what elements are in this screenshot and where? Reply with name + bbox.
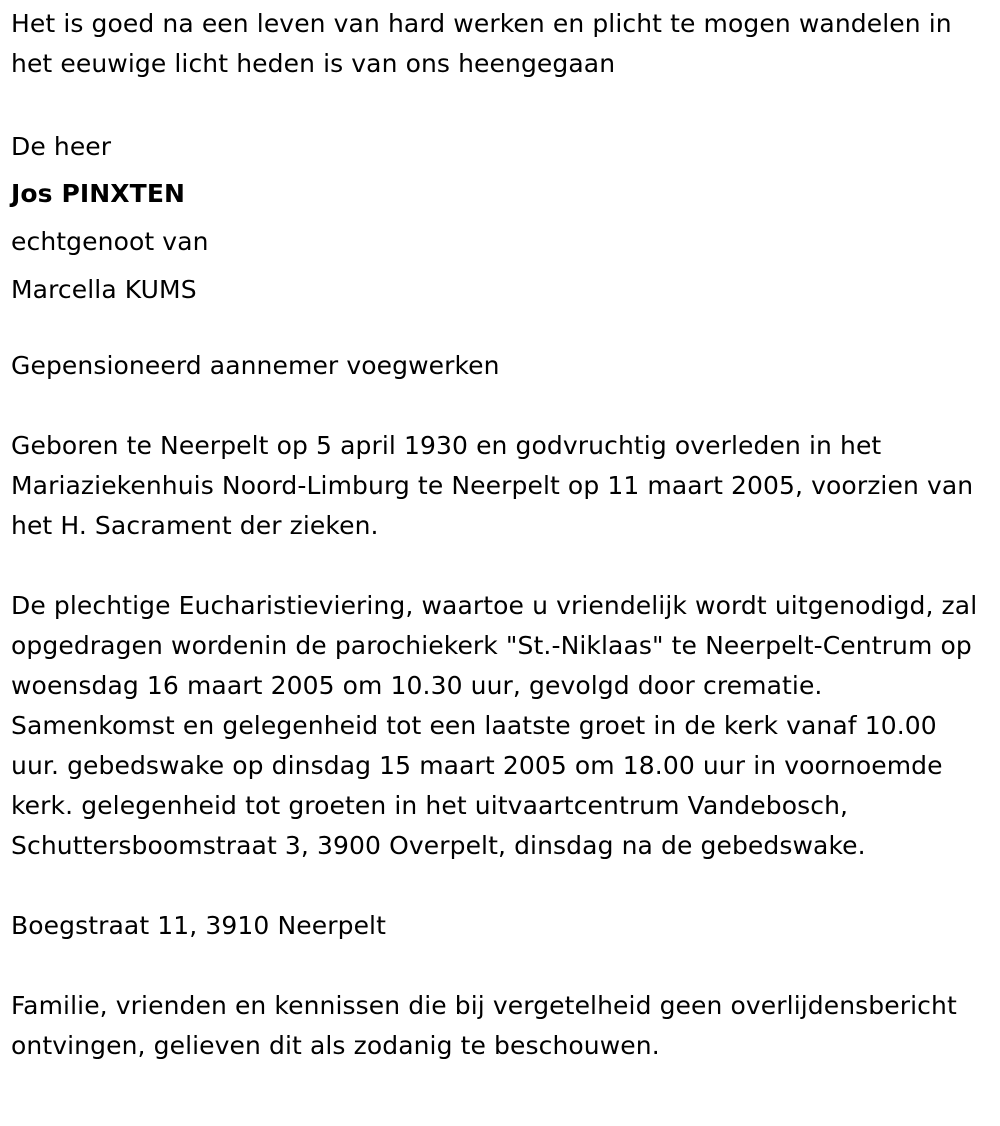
- spouse-name: Marcella KUMS: [11, 275, 197, 304]
- spacer: [11, 386, 985, 426]
- birth-death-text: Geboren te Neerpelt op 5 april 1930 en godvruchtig overleden in het Mariaziekenhuis Noord-Limburg te Neerpelt op 11 maart 2005, voorzien van het H. Sacrament der zieken.: [11, 431, 974, 540]
- deceased-name: Jos PINXTEN: [11, 179, 186, 208]
- spacer: [11, 866, 985, 906]
- honorific: De heer: [11, 132, 112, 161]
- intro-text: Het is goed na een leven van hard werken en plicht te mogen wandelen in het eeuwige licht heden is van ons heengegaan: [11, 9, 952, 78]
- relation-text: echtgenoot van: [11, 227, 209, 256]
- name-block: [11, 124, 985, 314]
- spacer: [11, 546, 985, 586]
- occupation-text: Gepensioneerd aannemer voegwerken: [11, 351, 500, 380]
- home-address: Boegstraat 11, 3910 Neerpelt: [11, 911, 387, 940]
- closing-text: Familie, vrienden en kennissen die bij vergetelheid geen overlijdensbericht ontvingen, gelieven dit als zodanig te beschouwen.: [11, 991, 957, 1060]
- ceremony-text: De plechtige Eucharistieviering, waartoe u vriendelijk wordt uitgenodigd, zal opgedragen wordenin de parochiekerk "St.-Niklaas" te Neerpelt-Centrum op woensdag 16 maart 2005 om 10.30 uur, gevolgd door crematie. Samenkomst en gelegenheid tot een laatste groet in de kerk vanaf 10.00 uur. gebedswake op dinsdag 15 maart 2005 om 18.00 uur in voornoemde kerk. gelegenheid tot groeten in het uitvaartcentrum Vandebosch, Schuttersboomstraat 3, 3900 Overpelt, dinsdag na de gebedswake.: [11, 591, 978, 860]
- spacer: [11, 84, 985, 124]
- spacer: [11, 946, 985, 986]
- spacer: [11, 314, 985, 346]
